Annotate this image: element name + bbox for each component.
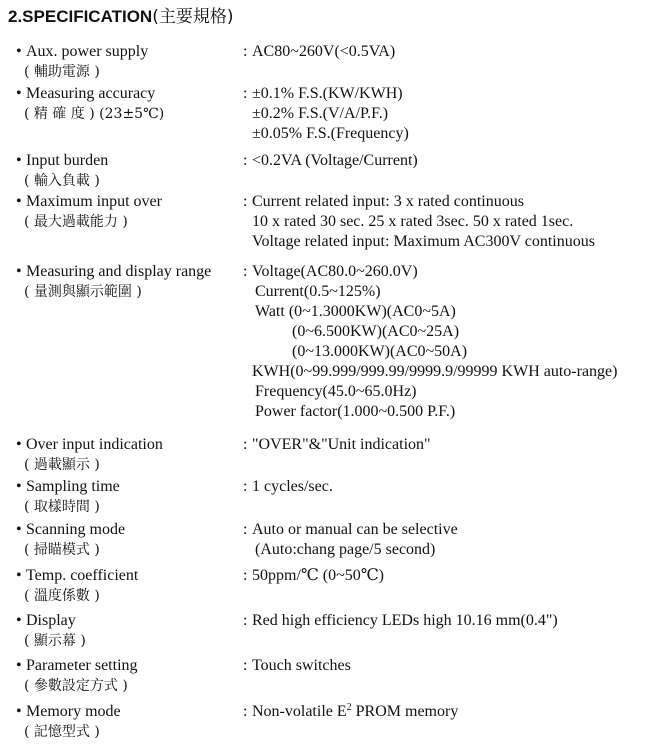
spec-value: ±0.2% F.S.(V/A/P.F.) xyxy=(252,105,389,122)
heading-chinese: (主要規格) xyxy=(152,7,234,27)
spec-value: Frequency(45.0~65.0Hz) xyxy=(255,383,417,400)
spec-label: Temp. coefficient xyxy=(26,567,139,584)
spec-value: (0~13.000KW)(AC0~50A) xyxy=(292,343,468,360)
spec-label: Maximum input over xyxy=(26,193,162,210)
spec-colon: : xyxy=(243,703,248,720)
bullet-icon: • xyxy=(16,703,22,720)
spec-value: ±0.1% F.S.(KW/KWH) xyxy=(252,85,403,102)
spec-label: Parameter setting xyxy=(26,657,138,674)
bullet-icon: • xyxy=(16,193,22,210)
spec-value: ±0.05% F.S.(Frequency) xyxy=(252,125,409,142)
spec-colon: : xyxy=(243,567,248,584)
spec-value: Power factor(1.000~0.500 P.F.) xyxy=(255,403,456,420)
spec-colon: : xyxy=(243,263,248,280)
spec-value: Current(0.5~125%) xyxy=(255,283,381,300)
spec-value: Voltage related input: Maximum AC300V continuous xyxy=(252,233,595,250)
spec-label-chinese: ( 精 確 度 ) (23±5℃) xyxy=(24,106,165,122)
spec-colon: : xyxy=(243,612,248,629)
spec-colon: : xyxy=(243,152,248,169)
spec-colon: : xyxy=(243,657,248,674)
spec-colon: : xyxy=(243,43,248,60)
spec-value: KWH(0~99.999/999.99/9999.9/99999 KWH auto-range) xyxy=(252,363,618,380)
spec-value: Voltage(AC80.0~260.0V) xyxy=(252,263,418,280)
bullet-icon: • xyxy=(16,43,22,60)
spec-label: Scanning mode xyxy=(26,521,126,538)
spec-value: Red high efficiency LEDs high 10.16 mm(0.4") xyxy=(252,612,558,629)
spec-label-chinese: ( 取樣時間 ) xyxy=(24,499,100,515)
spec-label: Display xyxy=(26,612,76,629)
bullet-icon: • xyxy=(16,612,22,629)
spec-label-chinese: ( 參數設定方式 ) xyxy=(24,678,128,694)
spec-value: 10 x rated 30 sec. 25 x rated 3sec. 50 x rated 1sec. xyxy=(252,213,574,230)
spec-label: Input burden xyxy=(26,152,109,169)
spec-value: Watt (0~1.3000KW)(AC0~5A) xyxy=(255,303,456,320)
spec-value: 1 cycles/sec. xyxy=(252,478,333,495)
spec-value: Current related input: 3 x rated continuous xyxy=(252,193,524,210)
spec-colon: : xyxy=(243,521,248,538)
bullet-icon: • xyxy=(16,567,22,584)
spec-label: Measuring and display range xyxy=(26,263,212,280)
spec-colon: : xyxy=(243,436,248,453)
spec-value: (0~6.500KW)(AC0~25A) xyxy=(292,323,460,340)
heading-english: 2.SPECIFICATION xyxy=(8,7,153,26)
spec-value: AC80~260V(<0.5VA) xyxy=(252,43,396,60)
bullet-icon: • xyxy=(16,436,22,453)
spec-label-chinese: ( 溫度係數 ) xyxy=(24,588,100,604)
spec-value: (Auto:chang page/5 second) xyxy=(255,541,436,558)
spec-label-chinese: ( 輔助電源 ) xyxy=(24,64,100,80)
spec-label-chinese: ( 最大過載能力 ) xyxy=(24,214,128,230)
spec-label: Memory mode xyxy=(26,703,121,720)
spec-value: 50ppm/℃ (0~50℃) xyxy=(252,567,384,584)
spec-label: Over input indication xyxy=(26,436,163,453)
spec-label-chinese: ( 顯示幕 ) xyxy=(24,633,86,649)
spec-value: "OVER"&"Unit indication" xyxy=(252,436,431,453)
spec-colon: : xyxy=(243,85,248,102)
bullet-icon: • xyxy=(16,263,22,280)
section-heading xyxy=(8,6,233,28)
spec-colon: : xyxy=(243,193,248,210)
spec-label: Aux. power supply xyxy=(26,43,149,60)
spec-label-chinese: ( 輸入負載 ) xyxy=(24,173,100,189)
spec-label-chinese: ( 掃瞄模式 ) xyxy=(24,542,100,558)
spec-value: <0.2VA (Voltage/Current) xyxy=(252,152,418,169)
spec-value: Touch switches xyxy=(252,657,351,674)
bullet-icon: • xyxy=(16,152,22,169)
spec-label-chinese: ( 量測與顯示範圍 ) xyxy=(24,284,142,300)
spec-value: Non-volatile $E^2$ PROM memory xyxy=(252,702,459,720)
spec-label: Measuring accuracy xyxy=(26,85,156,102)
spec-value: Auto or manual can be selective xyxy=(252,521,458,538)
spec-label-chinese: ( 過載顯示 ) xyxy=(24,457,100,473)
bullet-icon: • xyxy=(16,85,22,102)
spec-label-chinese: ( 記憶型式 ) xyxy=(24,724,100,740)
bullet-icon: • xyxy=(16,657,22,674)
spec-colon: : xyxy=(243,478,248,495)
bullet-icon: • xyxy=(16,478,22,495)
spec-label: Sampling time xyxy=(26,478,120,495)
bullet-icon: • xyxy=(16,521,22,538)
